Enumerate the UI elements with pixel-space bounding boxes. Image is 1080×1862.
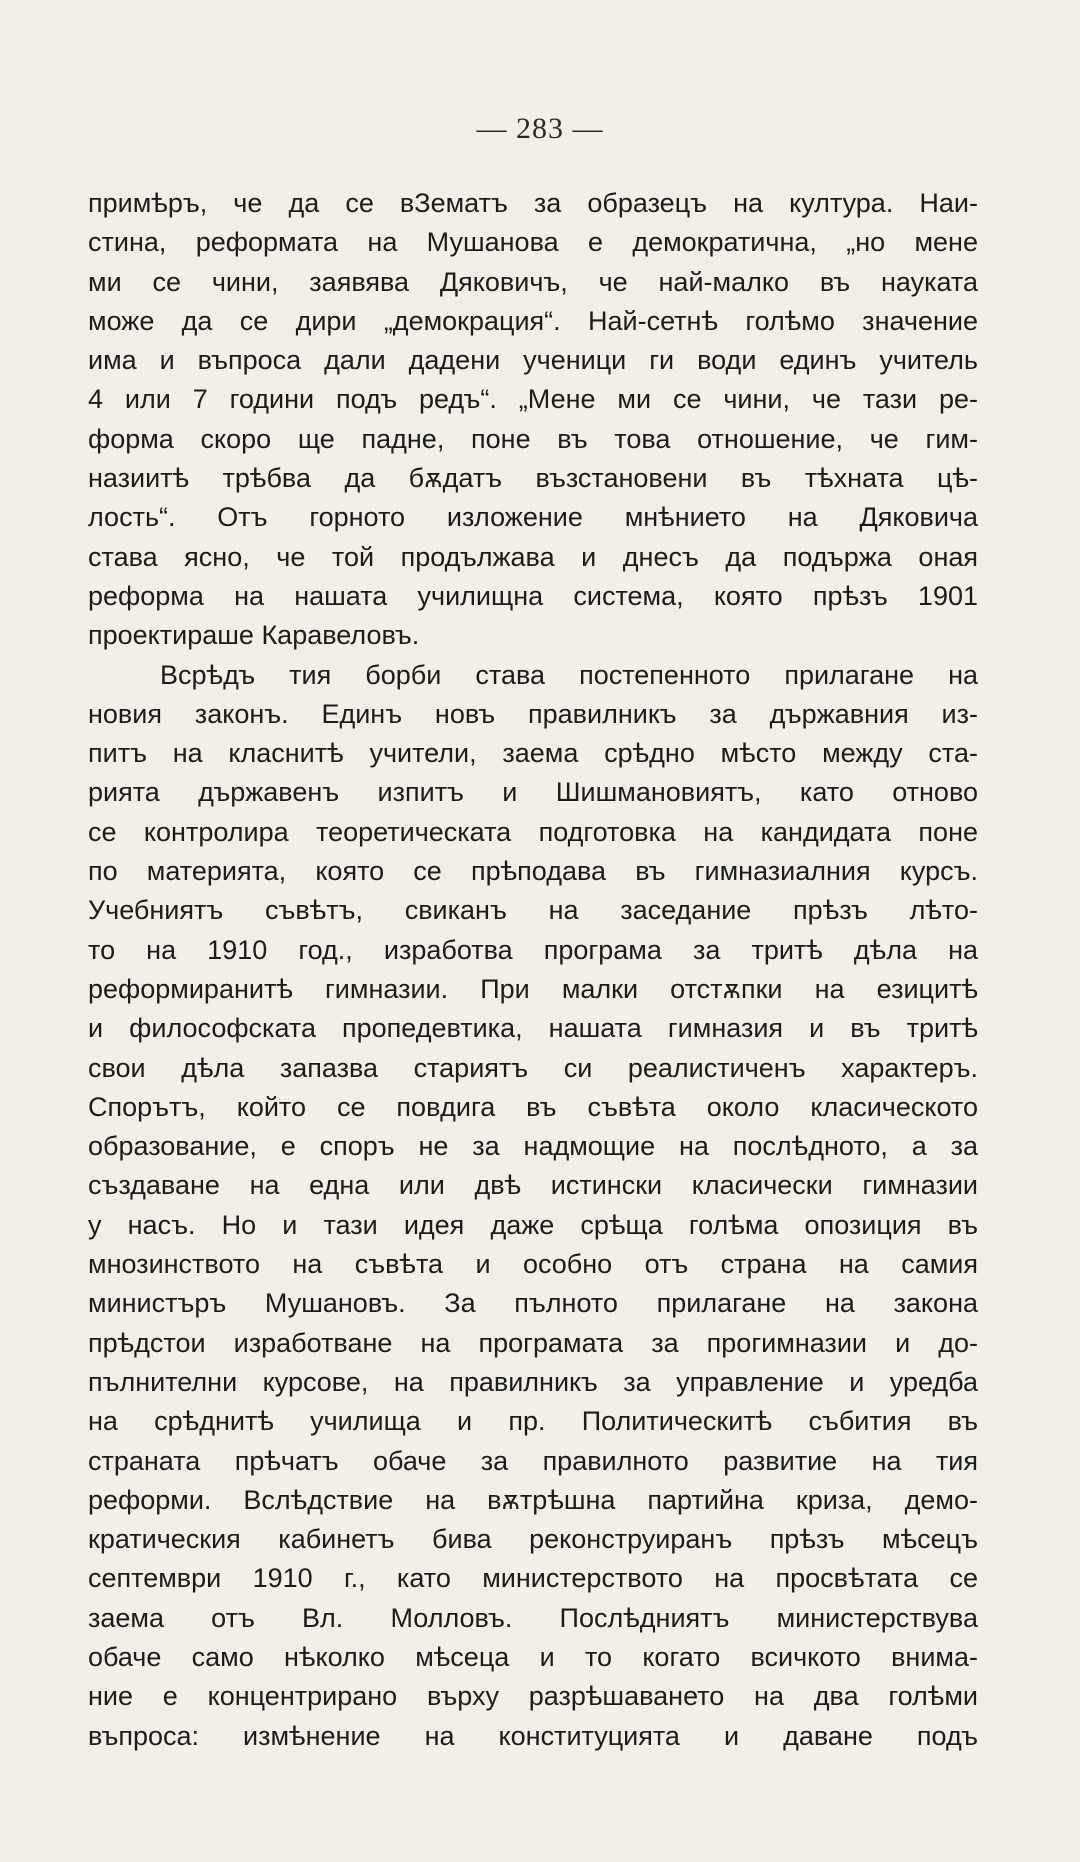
text-line: свои дѣла запазва стариятъ си реалистиченъ характеръ.: [88, 1052, 978, 1083]
text-line: лость“. Отъ горното изложение мнѣнието на Дяковича: [88, 502, 978, 533]
text-line: става ясно, че той продължава и днесъ да подържа оная: [88, 541, 978, 572]
text-line: проектираше Каравеловъ.: [88, 620, 420, 651]
text-line: Учебниятъ съвѣтъ, свиканъ на заседание прѣзъ лѣто-: [88, 895, 978, 926]
text-line: по материята, която се прѣподава въ гимназиалния курсъ.: [88, 856, 978, 887]
text-line: министъръ Мушановъ. За пълното прилагане на закона: [88, 1288, 978, 1319]
text-line: новия законъ. Единъ новъ правилникъ за държавния из-: [88, 698, 978, 729]
text-line: Всрѣдъ тия борби става постепенното прилагане на: [160, 659, 978, 690]
text-line: ми се чини, заявява Дяковичъ, че най-малко въ науката: [88, 266, 978, 297]
text-line: се контролира теоретическата подготовка на кандидата поне: [88, 816, 978, 847]
text-line: кратическия кабинетъ бива реконструиранъ прѣзъ мѣсецъ: [88, 1524, 978, 1555]
text-line: септември 1910 г., като министерството на просвѣтата се: [88, 1563, 978, 1594]
text-line: обаче само нѣколко мѣсеца и то когато всичкото внима-: [88, 1641, 978, 1672]
text-line: и философската пропедевтика, нашата гимназия и въ тритѣ: [88, 1013, 978, 1044]
text-line: прѣдстои изработване на програмата за прогимназии и до-: [88, 1327, 978, 1358]
text-line: у насъ. Но и тази идея даже срѣща голѣма опозиция въ: [88, 1209, 978, 1240]
text-line: ние е концентрирано върху разрѣшаването на два голѣми: [88, 1681, 978, 1712]
text-line: стина, реформата на Мушанова е демократична, „но мене: [88, 227, 978, 258]
text-line: форма скоро ще падне, поне въ това отношение, че гим-: [88, 423, 978, 454]
text-line: има и въпроса дали дадени ученици ги води единъ учитель: [88, 345, 978, 376]
text-line: пълнителни курсове, на правилникъ за управление и уредба: [88, 1366, 978, 1397]
text-line: питъ на класнитѣ учители, заема срѣдно мѣсто между ста-: [88, 738, 978, 769]
text-line: страната прѣчатъ обаче за правилното развитие на тия: [88, 1445, 978, 1476]
text-line: примѣръ, че да се вЗематъ за образецъ на култура. Наи-: [88, 188, 978, 218]
body-text: [88, 184, 978, 1756]
text-line: заема отъ Вл. Молловъ. Послѣдниятъ министерствува: [88, 1602, 978, 1633]
text-line: реформи. Вслѣдствие на вѫтрѣшна партийна криза, демо-: [88, 1484, 978, 1515]
text-line: реформа на нашата училищна система, която прѣзъ 1901: [88, 580, 978, 611]
text-line: мнозинството на съвѣта и особно отъ страна на самия: [88, 1249, 978, 1280]
text-line: създаване на една или двѣ истински класически гимназии: [88, 1170, 978, 1201]
text-line: може да се дири „демокрация“. Най-сетнѣ голѣмо значение: [88, 305, 978, 336]
text-line: въпроса: измѣнение на конституцията и даване подъ: [88, 1720, 978, 1751]
text-line: 4 или 7 години подъ редъ“. „Мене ми се чини, че тази ре-: [88, 384, 978, 415]
text-line: назиитѣ трѣбва да бѫдатъ възстановени въ тѣхната цѣ-: [88, 463, 978, 494]
page-number: — 283 —: [476, 112, 604, 145]
text-line: образование, е споръ не за надмощие на послѣдното, а за: [88, 1131, 978, 1162]
text-line: реформиранитѣ гимназии. При малки отстѫпки на езицитѣ: [88, 973, 978, 1004]
text-line: Спорътъ, който се повдига въ съвѣта около класическото: [88, 1091, 978, 1122]
text-line: то на 1910 год., изработва програма за тритѣ дѣла на: [88, 934, 978, 965]
text-line: рията държавенъ изпитъ и Шишмановиятъ, като отново: [88, 777, 978, 808]
text-line: на срѣднитѣ училища и пр. Политическитѣ събития въ: [88, 1406, 978, 1437]
